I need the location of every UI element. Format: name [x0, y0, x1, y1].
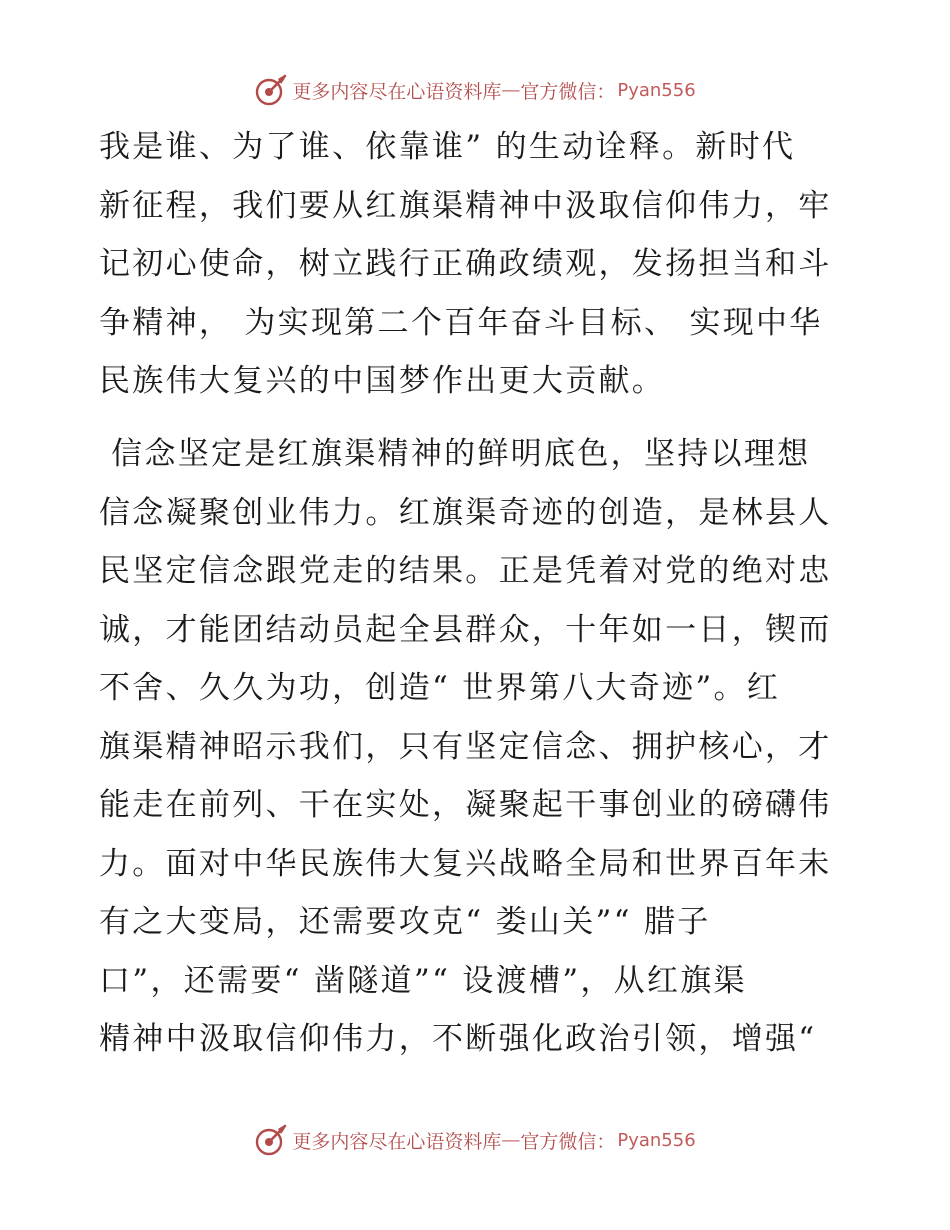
text-line: 记初心使命，树立践行正确政绩观，发扬担当和斗 [99, 246, 832, 282]
banner-dash: — [501, 79, 521, 101]
text-line: 能走在前列、干在实处，凝聚起干事创业的磅礴伟 [99, 787, 832, 823]
text-line: 旗渠精神昭示我们，只有坚定信念、拥护核心，才 [99, 728, 832, 765]
banner-wechat-id: Pyan556 [617, 79, 696, 101]
text-line: 信念坚定是红旗渠精神的鲜明底色，坚持以理想 [99, 436, 811, 472]
text-line: 口”，还需要“ 凿隧道”“ 设渡槽”，从红旗渠 [99, 962, 747, 999]
text-line: 民族伟大复兴的中国梦作出更大贡献。 [99, 363, 666, 399]
text-line: 诚，才能团结动员起全县群众，十年如一日，锲而 [99, 611, 832, 648]
banner-label: 更多内容尽在心语资料库 [292, 80, 502, 103]
text-line: 我是谁、为了谁、依靠谁” 的生动诠释。新时代 [99, 129, 796, 165]
text-line: 力。面对中华民族伟大复兴战略全局和世界百年未 [99, 845, 832, 882]
body-paragraph-1 [99, 118, 832, 411]
text-line: 争精神， 为实现第二个百年奋斗目标、 实现中华 [99, 304, 823, 341]
footer-banner [0, 1122, 950, 1158]
body-paragraph-2 [99, 425, 832, 1069]
text-line: 新征程，我们要从红旗渠精神中汲取信仰伟力，牢 [99, 187, 832, 224]
banner-wechat-label: 官方微信： [520, 80, 616, 103]
text-line: 精神中汲取信仰伟力，不断强化政治引领，增强“ [99, 1021, 817, 1057]
quill-pen-circle-icon [254, 1123, 288, 1157]
text-line: 有之大变局，还需要攻克“ 娄山关”“ 腊子 [99, 904, 711, 940]
banner-wechat-id: Pyan556 [617, 1129, 696, 1151]
header-banner [0, 72, 950, 108]
text-line: 民坚定信念跟党走的结果。正是凭着对党的绝对忠 [99, 553, 832, 589]
banner-label: 更多内容尽在心语资料库 [292, 1130, 502, 1153]
banner-dash: — [501, 1129, 521, 1151]
text-line: 不舍、久久为功，创造“ 世界第八大奇迹”。红 [99, 670, 781, 706]
quill-pen-circle-icon [254, 73, 288, 107]
banner-wechat-label: 官方微信： [520, 1130, 616, 1153]
text-line: 信念凝聚创业伟力。红旗渠奇迹的创造，是林县人 [99, 494, 832, 531]
